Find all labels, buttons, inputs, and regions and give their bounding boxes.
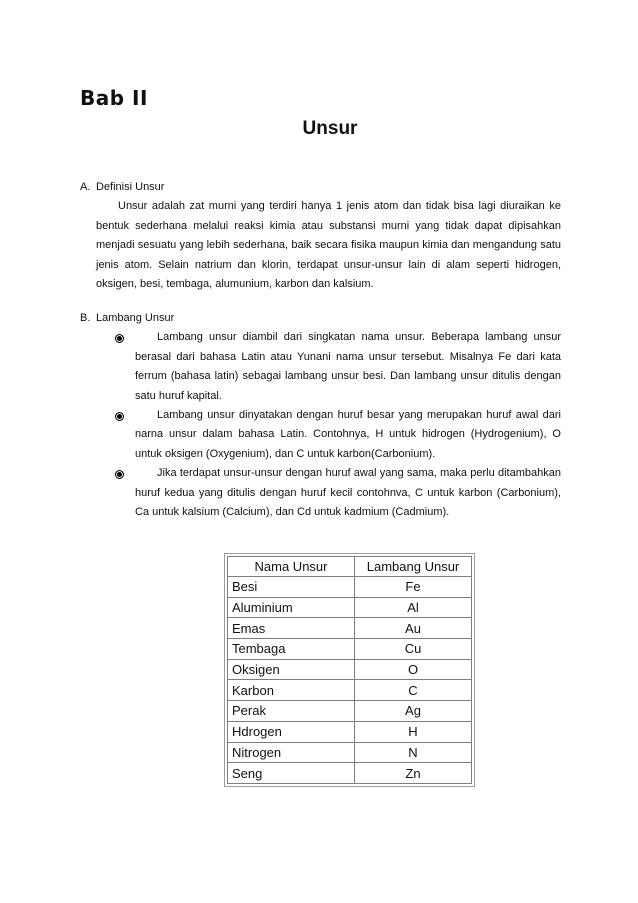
element-name: Hdrogen xyxy=(228,721,355,742)
element-symbol: Fe xyxy=(355,577,472,598)
table-row xyxy=(228,701,472,722)
table-row xyxy=(228,639,472,660)
element-name: Seng xyxy=(228,763,355,784)
element-name: Perak xyxy=(228,701,355,722)
chapter-heading: Bab II xyxy=(80,86,148,110)
element-symbol: O xyxy=(355,659,472,680)
column-header-name: Nama Unsur xyxy=(228,557,355,577)
element-name: Oksigen xyxy=(228,659,355,680)
element-symbol: Cu xyxy=(355,639,472,660)
bullet-text: Lambang unsur dinyatakan dengan huruf besar yang merupakan huruf awal dari narna unsur dalam bahasa Latin. Contohnya, H untuk hidrogen (Hydrogenium), O untuk oksigen (Oxygenium), dan C untuk karbon(Carbonium). xyxy=(135,409,561,460)
element-symbol: N xyxy=(355,742,472,763)
element-symbol-table xyxy=(224,553,475,787)
section-definisi-unsur xyxy=(80,178,561,294)
bullet-item xyxy=(135,406,561,464)
element-name: Karbon xyxy=(228,680,355,701)
table-row xyxy=(228,742,472,763)
page-title: Unsur xyxy=(302,118,358,139)
bullet-icon xyxy=(115,334,124,343)
column-header-symbol: Lambang Unsur xyxy=(355,557,472,577)
element-name: Tembaga xyxy=(228,639,355,660)
element-symbol: Zn xyxy=(355,763,472,784)
bullet-icon xyxy=(115,412,124,421)
element-symbol: Al xyxy=(355,597,472,618)
section-heading-a xyxy=(80,178,561,197)
bullet-item xyxy=(135,328,561,406)
bullet-list xyxy=(80,328,561,522)
bullet-item xyxy=(135,464,561,522)
element-symbol: C xyxy=(355,680,472,701)
table-row xyxy=(228,763,472,784)
table-row xyxy=(228,659,472,680)
element-symbol: Ag xyxy=(355,701,472,722)
table-row xyxy=(228,597,472,618)
table-row xyxy=(228,680,472,701)
table-header-row xyxy=(228,557,472,577)
table-row xyxy=(228,618,472,639)
element-name: Nitrogen xyxy=(228,742,355,763)
element-name: Besi xyxy=(228,577,355,598)
definition-paragraph: Unsur adalah zat murni yang terdiri hanya 1 jenis atom dan tidak bisa lagi diuraikan ke bentuk sederhana melalui reaksi kimia atau substansi murni yang tidak dapat dipisahkan menjadi sesuatu yang lebih sederhana, baik secara fisika maupun kimia dan mengandung satu jenis atom. Selain natrium dan klorin, terdapat unsur-unsur lain di alam seperti hidrogen, oksigen, besi, tembaga, alumunium, karbon dan kalsium. xyxy=(96,200,561,291)
bullet-text: Jika terdapat unsur-unsur dengan huruf awal yang sama, maka perlu ditambahkan huruf kedua yang ditulis dengan huruf kecil contohnva, C untuk karbon (Carbonium), Ca untuk kalsium (Calcium), dan Cd untuk kadmium (Cadmium). xyxy=(135,467,561,519)
bullet-text: Lambang unsur diambil dari singkatan nama unsur. Beberapa lambang unsur berasal dari bahasa Latin atau Yunani nama unsur tersebut. Misalnya Fe dari kata ferrum (bahasa latin) sebagai lambang unsur besi. Dan lambang unsur ditulis dengan satu huruf kapital. xyxy=(135,331,561,402)
section-letter: A. xyxy=(80,181,91,193)
section-lambang-unsur xyxy=(80,309,561,522)
table-row xyxy=(228,721,472,742)
bullet-icon xyxy=(115,470,124,479)
table-row xyxy=(228,577,472,598)
section-title: Lambang Unsur xyxy=(96,312,175,324)
element-name: Emas xyxy=(228,618,355,639)
section-letter: B. xyxy=(80,312,91,324)
section-title: Definisi Unsur xyxy=(96,181,165,193)
element-symbol: Au xyxy=(355,618,472,639)
element-symbol: H xyxy=(355,721,472,742)
section-heading-b xyxy=(80,309,561,328)
element-name: Aluminium xyxy=(228,597,355,618)
